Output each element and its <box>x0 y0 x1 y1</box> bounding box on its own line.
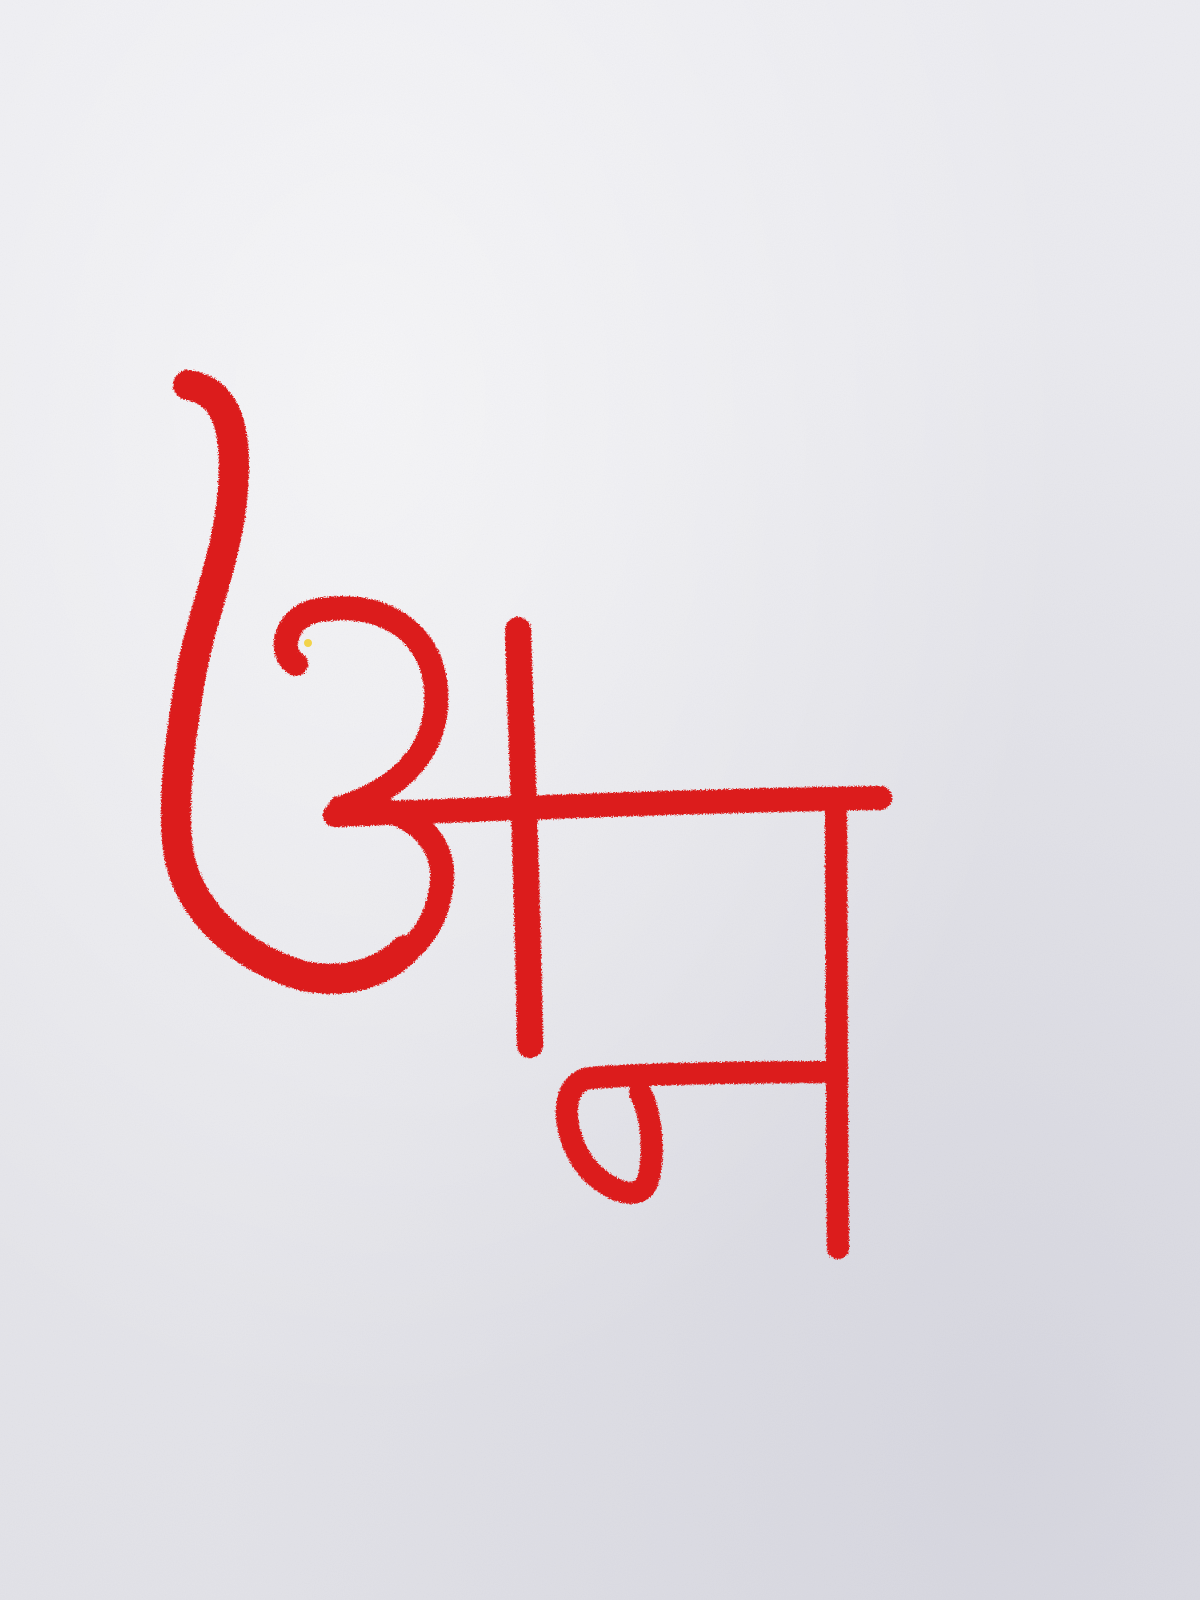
three-curl-stroke <box>286 608 442 975</box>
lower-loop-stroke <box>567 1072 830 1193</box>
right-vertical-stem <box>836 808 838 1248</box>
middle-vertical-stem <box>518 630 530 1045</box>
glint-highlight <box>304 639 312 647</box>
left-sweep-stroke <box>176 385 405 979</box>
top-horizontal-bar <box>335 798 880 815</box>
